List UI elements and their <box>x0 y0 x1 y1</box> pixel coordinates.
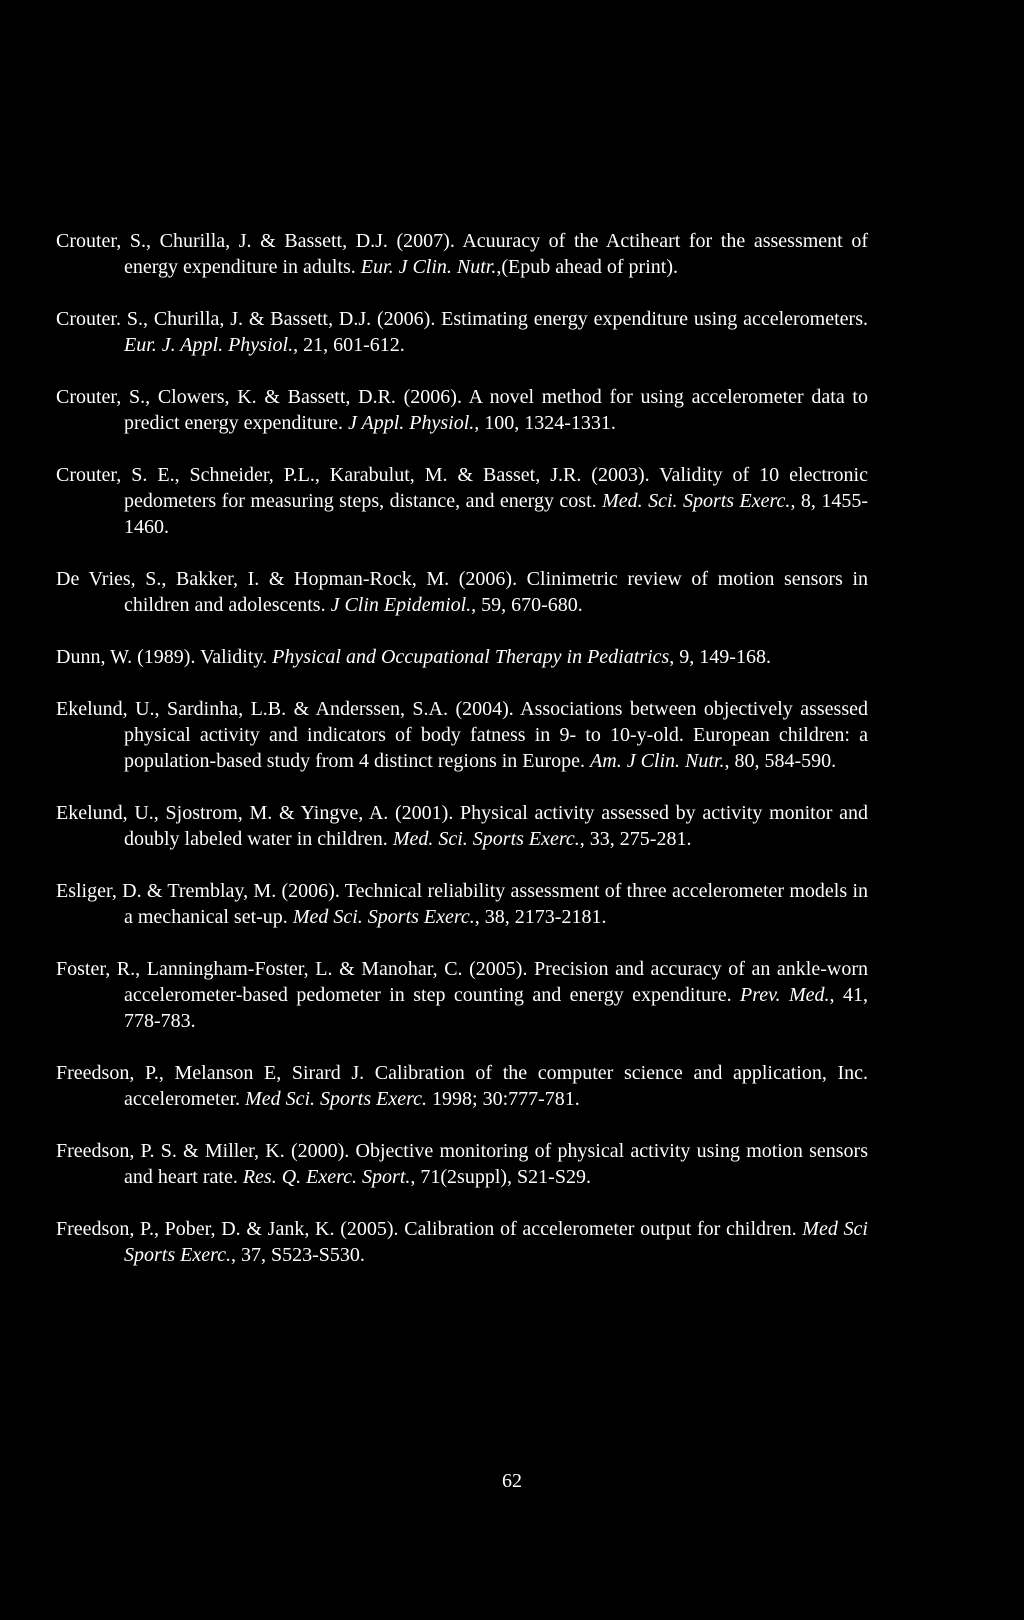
reference-text: Ekelund, U., Sjostrom, M. & Yingve, A. (2001). Physical activity assessed by activity monitor and doubly labeled water in children. <box>56 802 868 850</box>
reference-text: , 38, 2173-2181. <box>474 906 607 928</box>
reference-entry <box>56 696 868 774</box>
reference-source: Eur. J Clin. Nutr. <box>360 256 497 278</box>
reference-source: J Appl. Physiol. <box>347 412 475 434</box>
reference-entry <box>56 384 868 436</box>
reference-entry <box>56 228 868 280</box>
reference-text: , 100, 1324-1331. <box>474 412 616 434</box>
reference-source: Med Sci. Sports Exerc. <box>245 1088 428 1110</box>
reference-source: J Clin Epidemiol. <box>330 594 472 616</box>
reference-entry <box>56 878 868 930</box>
reference-text: De Vries, S., Bakker, I. & Hopman-Rock, M. (2006). Clinimetric review of motion sensors in children and adolescents. <box>56 568 868 616</box>
reference-text: , 21, 601-612. <box>293 334 405 356</box>
reference-source: Med. Sci. Sports Exerc. <box>392 828 580 850</box>
reference-entry <box>56 566 868 618</box>
reference-source: Med Sci. Sports Exerc. <box>292 906 475 928</box>
reference-text: Ekelund, U., Sardinha, L.B. & Anderssen, S.A. (2004). Associations between objectively assessed physical activity and indicators of body fatness in 9- to 10-y-old. European children: a population-based study from 4 distinct regions in Europe. <box>56 698 868 772</box>
reference-text: Freedson, P., Pober, D. & Jank, K. (2005). Calibration of accelerometer output for children. <box>56 1218 803 1240</box>
reference-text: Dunn, W. (1989). Validity. <box>56 646 273 668</box>
reference-text: , 80, 584-590. <box>724 750 837 772</box>
reference-source: Eur. J. Appl. Physiol. <box>124 334 294 356</box>
reference-list <box>56 228 868 1294</box>
reference-entry <box>56 956 868 1034</box>
reference-text: , 33, 275-281. <box>579 828 692 850</box>
reference-entry <box>56 1216 868 1268</box>
reference-text: Crouter, S., Clowers, K. & Bassett, D.R. (2006). A novel method for using accelerometer data to predict energy expenditure. <box>56 386 868 434</box>
reference-text: 1998; 30:777-781. <box>427 1088 580 1110</box>
page-number: 62 <box>502 1470 522 1492</box>
reference-text: Crouter, S. E., Schneider, P.L., Karabulut, M. & Basset, J.R. (2003). Validity of 10 electronic pedometers for measuring steps, distance, and energy cost. <box>56 464 868 512</box>
reference-entry <box>56 644 868 670</box>
reference-entry <box>56 1138 868 1190</box>
reference-text: , 41, 778-783. <box>124 984 868 1032</box>
reference-text: , 71(2suppl), S21-S29. <box>410 1166 591 1188</box>
reference-text: Crouter. S., Churilla, J. & Bassett, D.J. (2006). Estimating energy expenditure using accelerometers. <box>56 308 868 330</box>
reference-text: Foster, R., Lanningham-Foster, L. & Manohar, C. (2005). Precision and accuracy of an ankle-worn accelerometer-based pedometer in step counting and energy expenditure. <box>56 958 868 1006</box>
reference-entry <box>56 1060 868 1112</box>
reference-source: Med Sci Sports Exerc. <box>124 1218 868 1266</box>
reference-text: , 8, 1455-1460. <box>124 490 868 538</box>
reference-entry <box>56 306 868 358</box>
reference-text: , 37, S523-S530. <box>231 1244 365 1266</box>
reference-text: , 9, 149-168. <box>669 646 771 668</box>
reference-text: , 59, 670-680. <box>471 594 583 616</box>
reference-source: Res. Q. Exerc. Sport. <box>242 1166 411 1188</box>
reference-source: Prev. Med. <box>740 984 830 1006</box>
reference-text: Esliger, D. & Tremblay, M. (2006). Technical reliability assessment of three accelerometer models in a mechanical set-up. <box>56 880 868 928</box>
reference-entry <box>56 462 868 540</box>
reference-text: ,(Epub ahead of print). <box>496 256 678 278</box>
reference-source: Am. J Clin. Nutr. <box>590 750 725 772</box>
reference-text: Crouter, S., Churilla, J. & Bassett, D.J. (2007). Acuuracy of the Actiheart for the assessment of energy expenditure in adults. <box>56 230 868 278</box>
reference-text: Freedson, P. S. & Miller, K. (2000). Objective monitoring of physical activity using motion sensors and heart rate. <box>56 1140 868 1188</box>
reference-source: Physical and Occupational Therapy in Pediatrics <box>272 646 670 668</box>
reference-source: Med. Sci. Sports Exerc. <box>602 490 791 512</box>
reference-entry <box>56 800 868 852</box>
reference-text: Freedson, P., Melanson E, Sirard J. Calibration of the computer science and application, Inc. accelerometer. <box>56 1062 868 1110</box>
